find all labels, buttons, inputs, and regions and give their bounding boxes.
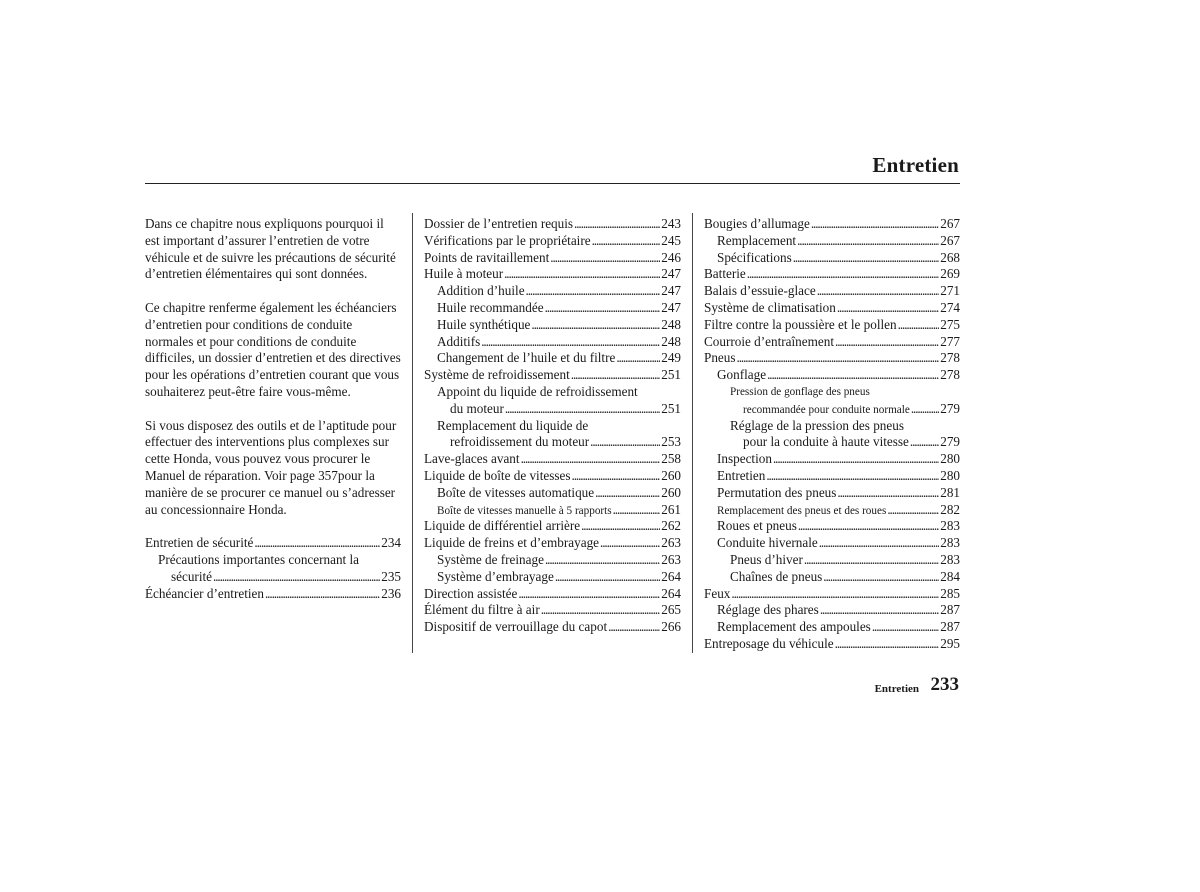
toc-entry-label: Appoint du liquide de refroidissement	[437, 383, 638, 399]
dot-leader	[571, 367, 660, 384]
toc-entry[interactable]	[704, 233, 960, 250]
dot-leader	[518, 586, 660, 603]
toc-entry[interactable]	[424, 552, 681, 569]
dot-leader	[526, 283, 661, 300]
toc-page-number: 260	[661, 467, 681, 483]
toc-entry[interactable]	[145, 586, 401, 603]
toc-entry-label: Élément du filtre à air	[424, 602, 540, 618]
toc-entry[interactable]	[424, 502, 681, 519]
toc-entry[interactable]	[704, 418, 960, 435]
toc-entry[interactable]	[704, 250, 960, 267]
toc-entry-label: du moteur	[450, 400, 504, 416]
toc-entry-label: Remplacement	[717, 232, 797, 248]
dot-leader	[837, 485, 939, 502]
toc-entry-label: Vérifications par le propriétaire	[424, 232, 591, 248]
toc-entry[interactable]	[704, 300, 960, 317]
dot-leader	[265, 586, 380, 603]
toc-entry-label: Boîte de vitesses manuelle à 5 rapports	[437, 504, 612, 517]
toc-entry-label: Dossier de l’entretien requis	[424, 216, 574, 231]
toc-page-number: 253	[661, 434, 681, 450]
toc-entry[interactable]	[704, 451, 960, 468]
toc-page-number: 278	[940, 350, 960, 366]
toc-entry[interactable]	[704, 569, 960, 586]
dot-leader	[213, 569, 380, 586]
dot-leader	[590, 434, 660, 451]
toc-entry[interactable]	[424, 233, 681, 250]
toc-page-number: 248	[661, 316, 681, 332]
toc-page-number: 266	[661, 619, 681, 635]
toc-entry[interactable]	[424, 283, 681, 300]
toc-entry-label: Changement de l’huile et du filtre	[437, 350, 616, 366]
dot-leader	[504, 266, 660, 283]
toc-page-number: 243	[661, 216, 681, 231]
toc-entry-cont[interactable]	[704, 401, 960, 418]
toc-page-number: 264	[661, 568, 681, 584]
dot-leader	[481, 334, 660, 351]
dot-leader	[823, 569, 939, 586]
dot-leader	[545, 552, 660, 569]
toc-entry[interactable]	[424, 367, 681, 384]
toc-entry-label: Additifs	[437, 333, 481, 349]
toc-page-number: 271	[940, 283, 960, 299]
toc-entry-label: Système de climatisation	[704, 299, 836, 315]
toc-entry[interactable]	[424, 334, 681, 351]
intro-column	[145, 216, 401, 602]
dot-leader	[521, 451, 661, 468]
toc-entry-label: Dispositif de verrouillage du capot	[424, 619, 608, 635]
toc-entry-label: Système de refroidissement	[424, 367, 570, 383]
toc-entry-label: Liquide de freins et d’embrayage	[424, 535, 600, 551]
dot-leader	[811, 216, 939, 233]
toc-entry-label: Pneus d’hiver	[730, 551, 803, 567]
dot-leader	[767, 367, 939, 384]
dot-leader	[747, 266, 939, 283]
toc-entry[interactable]	[704, 502, 960, 519]
toc-entry[interactable]	[424, 418, 681, 435]
dot-leader	[592, 233, 661, 250]
toc-entry-label: Boîte de vitesses automatique	[437, 484, 595, 500]
toc-page-number: 283	[940, 535, 960, 551]
dot-leader	[555, 569, 660, 586]
dot-leader	[581, 518, 660, 535]
toc-page-number: 247	[661, 283, 681, 299]
toc-entry[interactable]	[704, 535, 960, 552]
dot-leader	[616, 350, 660, 367]
toc-entry-label: Échéancier d’entretien	[145, 585, 264, 601]
toc-entry[interactable]	[424, 216, 681, 233]
toc-entry-label: refroidissement du moteur	[450, 434, 590, 450]
toc-page-number: 279	[940, 434, 960, 450]
dot-leader	[572, 468, 661, 485]
dot-leader	[600, 535, 660, 552]
dot-leader	[254, 535, 380, 552]
toc-entry-label: Direction assistée	[424, 585, 518, 601]
dot-leader	[574, 216, 660, 233]
toc-page-number: 268	[940, 249, 960, 265]
dot-leader	[545, 300, 661, 317]
toc-entry[interactable]	[424, 535, 681, 552]
toc-entry-cont[interactable]	[424, 401, 681, 418]
toc-entry[interactable]	[424, 317, 681, 334]
toc-entry-label: Lave-glaces avant	[424, 451, 520, 467]
toc-page-number: 261	[661, 501, 681, 517]
toc-page-number: 267	[940, 232, 960, 248]
toc-entry[interactable]	[704, 636, 960, 653]
toc-page-number: 283	[940, 551, 960, 567]
toc-entry-label: Entretien	[717, 467, 766, 483]
dot-leader	[731, 586, 939, 603]
toc-entry[interactable]	[704, 586, 960, 603]
toc-entry[interactable]	[704, 367, 960, 384]
toc-entry-label: Batterie	[704, 266, 746, 282]
toc-page-number: 251	[661, 400, 681, 416]
toc-entry-label: Système de freinage	[437, 551, 544, 567]
dot-leader	[608, 619, 660, 636]
intro-paragraph: Ce chapitre renferme également les échéanciers d’entretien pour conditions de conduite normales et pour conditions de conduite difficiles, un dossier d’entretien et des directives pour les opérations d’entretien courant que vous souhaiterez peut-être faire vous-même.	[145, 299, 401, 399]
column-divider	[412, 213, 413, 653]
dot-leader	[505, 401, 660, 418]
toc-page-number: 245	[661, 232, 681, 248]
toc-entry[interactable]	[424, 266, 681, 283]
dot-leader	[531, 317, 660, 334]
toc-entry-cont[interactable]	[704, 434, 960, 451]
toc-entry-label: Filtre contre la poussière et le pollen	[704, 316, 897, 332]
dot-leader	[872, 619, 939, 636]
toc-entry[interactable]	[424, 350, 681, 367]
toc-entry-label: pour la conduite à haute vitesse	[743, 434, 909, 450]
intro-paragraph: Dans ce chapitre nous expliquons pourquoi il est important d’assurer l’entretien de votre véhicule et de suivre les précautions de sécurité d’entretien élémentaires qui sont données.	[145, 216, 396, 282]
page-number: 233	[930, 674, 959, 695]
toc-page-number: 280	[940, 467, 960, 483]
toc-entry-label: Huile synthétique	[437, 316, 531, 332]
toc-entry[interactable]	[704, 283, 960, 300]
page-title: Entretien	[872, 153, 959, 177]
dot-leader	[837, 300, 939, 317]
toc-page-number: 251	[661, 367, 681, 383]
toc-page-number: 236	[381, 585, 401, 601]
toc-entry-label: Gonflage	[717, 367, 767, 383]
toc-page-number: 284	[940, 568, 960, 584]
toc-entry[interactable]	[424, 485, 681, 502]
dot-leader	[804, 552, 939, 569]
toc-page-number: 280	[940, 451, 960, 467]
toc-entry-label: Bougies d’allumage	[704, 216, 810, 231]
toc-entry[interactable]	[704, 384, 960, 401]
dot-leader	[737, 350, 940, 367]
toc-page-number: 264	[661, 585, 681, 601]
toc-entry-label: Points de ravitaillement	[424, 249, 550, 265]
toc-entry-label: Liquide de différentiel arrière	[424, 518, 581, 534]
toc-page-number: 267	[940, 216, 960, 231]
toc-entry-label: Feux	[704, 585, 731, 601]
toc-entry-label: Réglage de la pression des pneus	[730, 417, 904, 433]
column-divider	[692, 213, 693, 653]
toc-entry[interactable]	[424, 619, 681, 636]
dot-leader	[550, 250, 660, 267]
toc-entry[interactable]	[424, 384, 681, 401]
dot-leader	[835, 636, 940, 653]
toc-column-3	[704, 216, 960, 653]
toc-entry[interactable]	[704, 602, 960, 619]
toc-page-number: 275	[940, 316, 960, 332]
toc-page-number: 247	[661, 299, 681, 315]
toc-entry[interactable]	[424, 569, 681, 586]
toc-entry-label: Système d’embrayage	[437, 568, 554, 584]
toc-page-number: 247	[661, 266, 681, 282]
toc-entry-label: Huile à moteur	[424, 266, 504, 282]
toc-entry-label: Inspection	[717, 451, 772, 467]
toc-page-number: 281	[940, 484, 960, 500]
toc-page-number: 260	[661, 484, 681, 500]
toc-entry[interactable]	[704, 468, 960, 485]
toc-entry[interactable]	[704, 317, 960, 334]
toc-page-number: 295	[940, 635, 960, 651]
dot-leader	[835, 334, 939, 351]
toc-page-number: 269	[940, 266, 960, 282]
toc-entry-label: Remplacement du liquide de	[437, 417, 589, 433]
intro-paragraph: Si vous disposez des outils et de l’aptitude pour effectuer des interventions plus complexes sur cette Honda, vous pouvez vous procurer le Manuel de réparation. Voir page 357pour la manière de se procurer ce manuel ou s’adresser au concessionnaire Honda.	[145, 417, 397, 517]
toc-page-number: 285	[940, 585, 960, 601]
toc-entry[interactable]	[424, 602, 681, 619]
toc-page-number: 287	[940, 602, 960, 618]
toc-entry-label: Remplacement des pneus et des roues	[717, 504, 887, 517]
toc-entry[interactable]	[424, 586, 681, 603]
toc-entry-label: Balais d’essuie-glace	[704, 283, 816, 299]
toc-entry[interactable]	[704, 485, 960, 502]
dot-leader	[595, 485, 660, 502]
header-rule	[145, 183, 960, 184]
toc-entry-label: Conduite hivernale	[717, 535, 818, 551]
dot-leader	[613, 502, 661, 519]
toc-entry-label: Huile recommandée	[437, 299, 544, 315]
footer-section-label: Entretien	[874, 683, 919, 695]
toc-page-number: 262	[661, 518, 681, 534]
dot-leader	[887, 502, 939, 519]
toc-entry-label: Pression de gonflage des pneus	[730, 385, 870, 398]
toc-entry-label: Liquide de boîte de vitesses	[424, 467, 571, 483]
dot-leader	[541, 602, 661, 619]
toc-page-number: 287	[940, 619, 960, 635]
toc-entry[interactable]	[704, 518, 960, 535]
toc-entry-label: Précautions importantes concernant la	[158, 551, 360, 567]
dot-leader	[793, 250, 940, 267]
toc-page-number: 263	[661, 551, 681, 567]
toc-entry-cont[interactable]	[145, 569, 401, 586]
toc-page-number: 282	[940, 501, 960, 517]
dot-leader	[898, 317, 940, 334]
toc-entry-cont[interactable]	[424, 434, 681, 451]
dot-leader	[798, 518, 939, 535]
dot-leader	[911, 401, 939, 418]
dot-leader	[773, 451, 939, 468]
toc-entry[interactable]	[704, 350, 960, 367]
toc-page-number: 234	[381, 535, 401, 551]
toc-page-number: 277	[940, 333, 960, 349]
dot-leader	[910, 434, 939, 451]
toc-entry-label: Addition d’huile	[437, 283, 525, 299]
toc-entry[interactable]	[145, 552, 401, 569]
dot-leader	[817, 283, 940, 300]
toc-page-number: 249	[661, 350, 681, 366]
toc-entry[interactable]	[424, 300, 681, 317]
toc-entry[interactable]	[704, 619, 960, 636]
toc-entry-label: Réglage des phares	[717, 602, 819, 618]
toc-entry[interactable]	[704, 334, 960, 351]
toc-entry[interactable]	[145, 535, 401, 552]
toc-page-number: 274	[940, 299, 960, 315]
toc-page-number: 283	[940, 518, 960, 534]
toc-page-number: 246	[661, 249, 681, 265]
toc-entry-label: Courroie d’entraînement	[704, 333, 834, 349]
toc-page-number: 263	[661, 535, 681, 551]
toc-entry[interactable]	[424, 518, 681, 535]
toc-entry-label: Chaînes de pneus	[730, 568, 823, 584]
toc-entry[interactable]	[704, 552, 960, 569]
dot-leader	[819, 535, 940, 552]
toc-entry-label: Spécifications	[717, 249, 792, 265]
toc-page-number: 279	[940, 400, 960, 416]
toc-entry-label: Permutation des pneus	[717, 484, 837, 500]
toc-entry-label: recommandée pour conduite normale	[743, 403, 910, 416]
toc-entry[interactable]	[424, 468, 681, 485]
dot-leader	[820, 602, 939, 619]
toc-entry-label: Remplacement des ampoules	[717, 619, 871, 635]
dot-leader	[797, 233, 939, 250]
toc-entry-label: sécurité	[171, 568, 213, 584]
toc-entry-label: Pneus	[704, 350, 736, 366]
toc-page-number: 258	[661, 451, 681, 467]
toc-page-number: 248	[661, 333, 681, 349]
toc-page-number: 235	[381, 568, 401, 584]
toc-column-2	[424, 216, 681, 636]
dot-leader	[766, 468, 939, 485]
toc-entry[interactable]	[424, 250, 681, 267]
toc-entry[interactable]	[704, 266, 960, 283]
toc-page-number: 265	[661, 602, 681, 618]
toc-entry-label: Roues et pneus	[717, 518, 797, 534]
toc-entry-label: Entreposage du véhicule	[704, 635, 834, 651]
toc-entry-label: Entretien de sécurité	[145, 535, 254, 551]
toc-entry[interactable]	[704, 216, 960, 233]
toc-page-number: 278	[940, 367, 960, 383]
toc-entry[interactable]	[424, 451, 681, 468]
